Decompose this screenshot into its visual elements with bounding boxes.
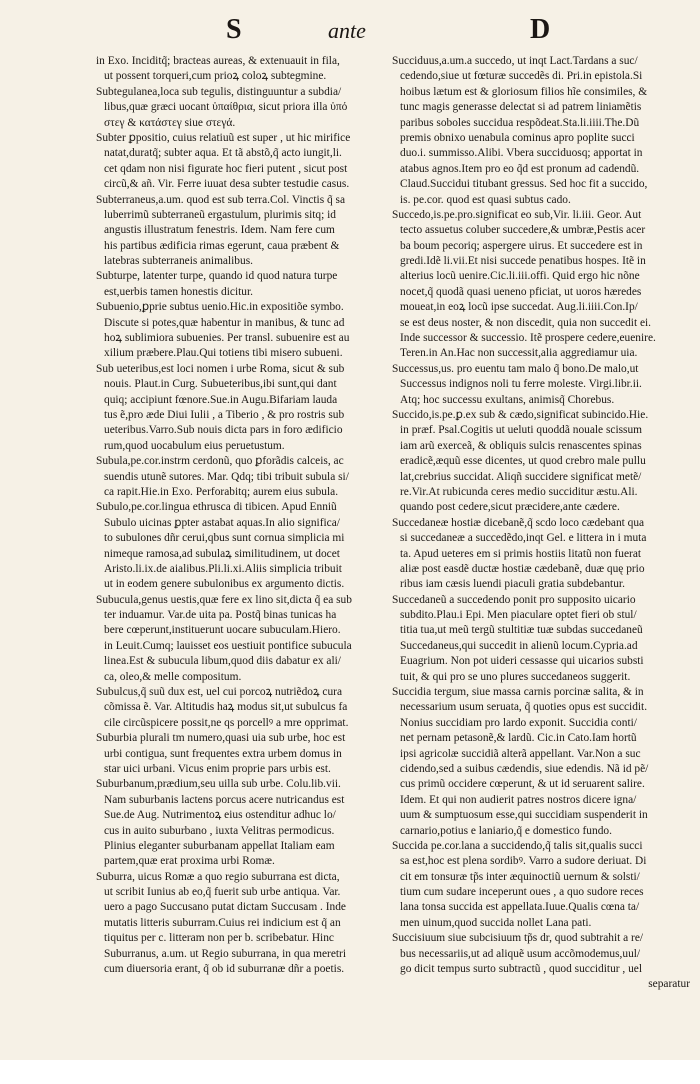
text-line: tuit, & qui pro se uno plures succedaneos suggerit. xyxy=(400,670,631,683)
entry-headword-line: Subturpe, latenter turpe, quando id quod natura turpe xyxy=(96,270,338,283)
text-line: circũ,& añ. Vir. Ferre iuuat desa subter testudie casus. xyxy=(104,178,350,191)
text-line: στεγ & κατάστεγ siue στεγά. xyxy=(104,116,236,129)
text-line: ipsi agricolæ succidiã alterã appellant. Var.Non a suc xyxy=(400,747,641,760)
text-line: luberrimũ subterraneũ ergastulum, plurimis sitq; id xyxy=(104,208,336,221)
text-line: Inde successor & successio. Itẽ prospere cedere,euenire. xyxy=(400,332,656,345)
text-line: quiq; accipiunt fœnore.Sue.in Augu.Bifariam lauda xyxy=(104,393,338,406)
entry-headword-line: Subtegulanea,loca sub tegulis, distinguuntur a subdia/ xyxy=(96,85,342,98)
text-line: ba boum pecoriq; aspergere uirus. Et succedere est in xyxy=(400,239,643,252)
text-line: Sue.de Aug. Nutrimentoꝝ eius ostenditur adhuc lo/ xyxy=(104,809,336,822)
text-line: Nam suburbanis lactens porcus acere nutricandus est xyxy=(104,793,345,806)
text-line: urbi contigua, sunt frequentes extra urbem domus in xyxy=(104,747,342,760)
text-line: ueteribus.Varro.Sub nouis dicta pars in foro ædificio xyxy=(104,424,343,437)
text-line: nimeque ramosa,ad subulaꝝ similitudinem, ut docet xyxy=(104,547,340,560)
text-line: Atq; hoc successu exultans, animisq̃ Chorebus. xyxy=(400,393,615,406)
text-line: se est deus noster, & non discedit, quia non succedit ei. xyxy=(400,316,652,329)
entry-headword-line: Subulcus,q̃ suũ dux est, uel cui porcoꝝ nutriẽdoꝝ cura xyxy=(96,686,342,699)
text-line: go dicit tempus surto subtractũ , quod succiditur , uel xyxy=(400,963,643,976)
text-line: Discute si potes,quæ habentur in manibus, & tunc ad xyxy=(104,316,345,329)
text-line: uero a pago Succusano putat dictam Succusam . Inde xyxy=(104,901,346,914)
header-right-initial: D xyxy=(530,14,551,45)
entry-headword-line: Succida pe.cor.lana a succidendo,q̃ talis sit,qualis succi xyxy=(392,839,643,852)
text-line: cile circũspicere possit,ne qs porcellꝰ a mre opprimat. xyxy=(104,716,349,729)
text-line: cet qdam non nisi figurate hoc fieri putent , sicut post xyxy=(104,162,348,175)
running-header xyxy=(0,14,700,48)
text-line: rum,quod uocabulum eius peruetustum. xyxy=(104,439,285,452)
text-line: subdito.Plau.i Epi. Men piaculare optet fieri ob stul/ xyxy=(400,609,637,622)
text-line: latebras subterraneis animalibus. xyxy=(104,255,253,268)
text-line: sa est,hoc est plena sordibꝰ. Varro a sudore deriuat. Di xyxy=(400,855,647,868)
entry-headword-line: Subterraneus,a.um. quod est sub terra.Col. Vinctis q̃ sa xyxy=(96,193,346,206)
entry-headword-line: Suburra, uicus Romæ a quo regio suburrana est dicta, xyxy=(96,870,340,883)
text-line: ter induamur. Var.de uita pa. Postq̃ binas tunicas ha xyxy=(104,609,337,622)
text-line: cit em tonsuræ tp̃s inter æquinoctiũ uernum & solsti/ xyxy=(400,870,640,883)
header-center-word: ante xyxy=(328,18,366,43)
text-line: Succedaneus,qui succedit in alienũ locum.Cypria.ad xyxy=(400,639,638,652)
entry-headword-line: Succido,is.pe.ꝑ.ex sub & cædo,significat subincido.Hie. xyxy=(392,408,649,421)
entry-headword-line: Succedaneũ a succedendo ponit pro supposito uicario xyxy=(392,593,636,606)
text-line: Aristo.li.ix.de aialibus.Pli.li.xi.Aliis simplicia tribuit xyxy=(104,562,342,575)
text-line: hoꝝ sublimiora subuenies. Per transl. subuenire est au xyxy=(104,332,350,345)
text-line: ta. Apud ueteres em si primis hostiis litatũ non fuerat xyxy=(400,547,642,560)
entry-headword-line: Subuenio,ꝑprie subtus uenio.Hic.in expositiõe symbo. xyxy=(96,301,344,314)
entry-headword-line: Subucula,genus uestis,quæ fere ex lino sit,dicta q̃ ea sub xyxy=(96,593,352,606)
entry-headword-line: Subulo,pe.cor.lingua ethrusca di tibicen. Apud Enniũ xyxy=(96,501,337,514)
text-line: xilium præbere.Plau.Qui totiens tibi misero subueni. xyxy=(104,347,343,360)
entry-headword-line: in Exo. Inciditq̃; bracteas aureas, & extenuauit in fila, xyxy=(96,55,340,67)
text-line: moueat,in eoꝝ locũ ipse succedat. Aug.li.iiii.Con.Ip/ xyxy=(400,301,638,314)
entry-headword-line: Subula,pe.cor.instrm cerdonũ, quo ꝑforãdis calceis, ac xyxy=(96,455,344,468)
entry-headword-line: Succiduus,a.um.a succedo, ut inqt Lact.Tardans a suc/ xyxy=(392,55,638,67)
text-line: Idem. Et qui non audierit patres nostros dicere igna/ xyxy=(400,793,637,806)
text-line: tium cum sudare inceperunt oues , a quo sudore reces xyxy=(400,886,644,899)
text-line: lat,crebrius succidat. Aliqñ succidere significat metẽ/ xyxy=(400,470,642,483)
right-text-column xyxy=(392,54,690,993)
text-line: si succedaneæ a succedẽdo,inqt Gel. e littera in i muta xyxy=(400,532,647,545)
text-line: in præf. Psal.Cogitis ut ueluti quoddã nouale scissum xyxy=(400,424,643,437)
text-line: is. pe.cor. quod est quasi subtus cado. xyxy=(400,193,571,206)
entry-headword-line: Succidia tergum, siue massa carnis porcinæ salita, & in xyxy=(392,686,644,699)
entry-headword-line: Succedo,is.pe.pro.significat eo sub,Vir. li.iii. Geor. Aut xyxy=(392,208,642,221)
text-line: his partibus ædificia rimas egerunt, caua præbent & xyxy=(104,239,340,252)
text-line: cum diuersoria erant, q̃ ob id suburranæ dñr a poetis. xyxy=(104,963,345,976)
text-line: ca, oleo,& melle compositum. xyxy=(104,670,242,683)
text-line: star uici urbani. Vicus enim proprie pars urbis est. xyxy=(104,762,331,775)
entry-headword-line: Suburbanum,prædium,seu uilla sub urbe. Colu.lib.vii. xyxy=(96,778,341,791)
entry-headword-line: Sub ueteribus,est loci nomen i urbe Roma, sicut & sub xyxy=(96,362,345,375)
text-line: ut in eodem genere subulonibus ex argumento dictis. xyxy=(104,578,345,591)
text-line: cedendo,siue ut fœturæ succedẽs di. Pri.in epistola.Si xyxy=(400,70,643,83)
text-line: cus primũ occidere cœperunt, & ut id seruarent salire. xyxy=(400,778,645,791)
text-line: tunc magis generasse delectat si ad patrem liniamẽtis xyxy=(400,101,642,114)
text-line: carnario,potius e laniario,q̃ e domestico fundo. xyxy=(400,824,612,837)
text-line: hoibus lætum est & gloriosum filios hĩe consimiles, & xyxy=(400,85,648,98)
text-line: men uinum,quod succida nollet Lana pati. xyxy=(400,916,592,929)
text-line: Plinius eleganter suburbanam appellat Italiam eam xyxy=(104,839,335,852)
text-line: necessarium usum seruata, q̃ quoties opus est succidit. xyxy=(400,701,648,714)
page-bottom-margin xyxy=(0,1060,700,1084)
text-line: bere cœperunt,instituerunt uocare subuculam.Hiero. xyxy=(104,624,341,637)
text-line: natat,duratq̃; subter aqua. Et tã abstõ,q̃ acto iungit,li. xyxy=(104,147,342,160)
text-line: paribus soboles succidua respõdeat.Sta.li.iiii.The.Dũ xyxy=(400,116,640,129)
text-line: linea.Est & subucula libum,quod diis dabatur ex ali/ xyxy=(104,655,341,668)
text-line: angustis illustratum fenestris. Idem. Nam fere cum xyxy=(104,224,335,237)
text-line: separatur xyxy=(648,978,690,991)
text-line: cõmissa ẽ. Var. Altitudis haꝝ modus sit,ut subulcus fa xyxy=(104,701,348,714)
entry-headword-line: Successus,us. pro euentu tam malo q̃ bono.De malo,ut xyxy=(392,362,639,375)
text-line: nouis. Plaut.in Curg. Subueteribus,ibi sunt,qui dant xyxy=(104,378,337,391)
entry-headword-line: Suburbia plurali tm numero,quasi uia sub urbe, hoc est xyxy=(96,732,346,745)
text-line: Subulo uicinas ꝑpter astabat aquas.In alio significa/ xyxy=(104,516,340,529)
text-line: suendis utunẽ sutores. Mar. Qdq; tibi tribuit subula si/ xyxy=(104,470,349,483)
text-line: tecto assuetus coluber succedere,& umbræ,Pestis acer xyxy=(400,224,646,237)
text-line: ut possent torqueri,cum prioꝝ coloꝝ subtegmine. xyxy=(104,70,327,83)
text-line: quando post cedere,sicut præcidere,ante cædere. xyxy=(400,501,620,514)
text-line: in Leuit.Cumq; lauisset eos uestiuit pontifice subucula xyxy=(104,639,352,652)
text-line: alterius locũ uenire.Cic.li.iii.offi. Quid ergo hic nõne xyxy=(400,270,640,283)
text-line: Suburranus, a.um. ut Regio suburrana, in qua meretri xyxy=(104,947,346,960)
text-line: nocet,q̃ quodã quasi ueneno pficiat, ut uoros hæredes xyxy=(400,285,642,298)
text-line: re.Vir.At rubicunda ceres medio succiditur æstu.Ali. xyxy=(400,485,638,498)
text-line: Claud.Succidui titubant gressus. Sed hoc fit a succido, xyxy=(400,178,648,191)
text-line: aliæ post easdẽ ductæ hostiæ cædebanẽ, duæ quę prio xyxy=(400,562,645,575)
text-line: Teren.in An.Hac non successit,alia aggrediamur uia. xyxy=(400,347,638,360)
text-line: lana tonsa succida est appellata.Iuue.Qualis cœna ta/ xyxy=(400,901,640,914)
text-line: eradicẽ,æquũ esse dicentes, ut quod crebro male pullu xyxy=(400,455,646,468)
text-line: titia tua,ut meũ tergũ stultitiæ tuæ subdas succedaneũ xyxy=(400,624,643,637)
text-line: cus in auito suburbano , iuxta Velitras permodicus. xyxy=(104,824,335,837)
text-line: ca rapit.Hie.in Exo. Perforabitq; aurem eius subula. xyxy=(104,485,339,498)
text-line: tus ẽ,pro æde Diui Iulii , a Tiberio , & pro rostris sub xyxy=(104,408,345,421)
text-line: duo.i. summisso.Alibi. Vbera succiduosq; apportat in xyxy=(400,147,643,160)
text-line: tiquitus per c. litteram non per b. scribebatur. Hinc xyxy=(104,932,334,945)
text-line: premis obnixo uenabula cominus apro poplite succi xyxy=(400,131,635,144)
text-line: mutatis litteris suburram.Cuius rei indicium est q̃ an xyxy=(104,916,341,929)
text-line: uum & sumptuosum esse,qui succidiam suspenderit in xyxy=(400,809,648,822)
text-line: gredi.Idẽ li.vii.Et nisi succede penatibus hospes. Itẽ in xyxy=(400,255,646,268)
text-line: atabus agnos.Item pro eo q̃d est pronum ad cadendũ. xyxy=(400,162,640,175)
text-line: Nonius succidiam pro lardo exponit. Succidia conti/ xyxy=(400,716,637,729)
entry-headword-line: Subter ꝑpositio, cuius relatiuũ est super , ut hic mirifice xyxy=(96,131,351,144)
text-line: est,uerbis tamen honestis dicitur. xyxy=(104,285,254,298)
text-line: bus necessariis,ut ad aliquẽ usum accõmodemus,uul/ xyxy=(400,947,641,960)
text-line: cidendo,sed a suibus cædendis, siue edendis. Nã id pẽ/ xyxy=(400,762,649,775)
text-line: iam arũ exerceã, & obliquis sulcis renascentes spinas xyxy=(400,439,642,452)
text-line: to subulones dñr cerui,qbus sunt cornua simplicia mi xyxy=(104,532,345,545)
text-line: libus,quæ græci uocant ὑπαίθρια, sicut priora illa ὑπό xyxy=(104,101,348,114)
header-left-initial: S xyxy=(226,14,242,45)
text-line: Successus indignos noli tu ferre moleste. Virgi.libr.ii. xyxy=(400,378,642,391)
text-line: ut scribit Iunius ab eo,q̃ fuerit sub urbe antiqua. Var. xyxy=(104,886,341,899)
text-line: partem,quæ erat proxima urbi Romæ. xyxy=(104,855,275,868)
entry-headword-line: Succisiuum siue subcisiuum tp̃s dr, quod subtrahit a re/ xyxy=(392,932,644,945)
entry-headword-line: Succedaneæ hostiæ dicebanẽ,q̃ scdo loco cædebant qua xyxy=(392,516,645,529)
text-line: net pernam petasonẽ,& lardũ. Cic.in Cato.Iam hortũ xyxy=(400,732,637,745)
left-text-column xyxy=(96,54,392,977)
text-line: Euagrium. Non pot uideri cessasse qui uicarios substi xyxy=(400,655,644,668)
text-line: ribus iam cæsis luendi piaculi gratia subdebantur. xyxy=(400,578,625,591)
